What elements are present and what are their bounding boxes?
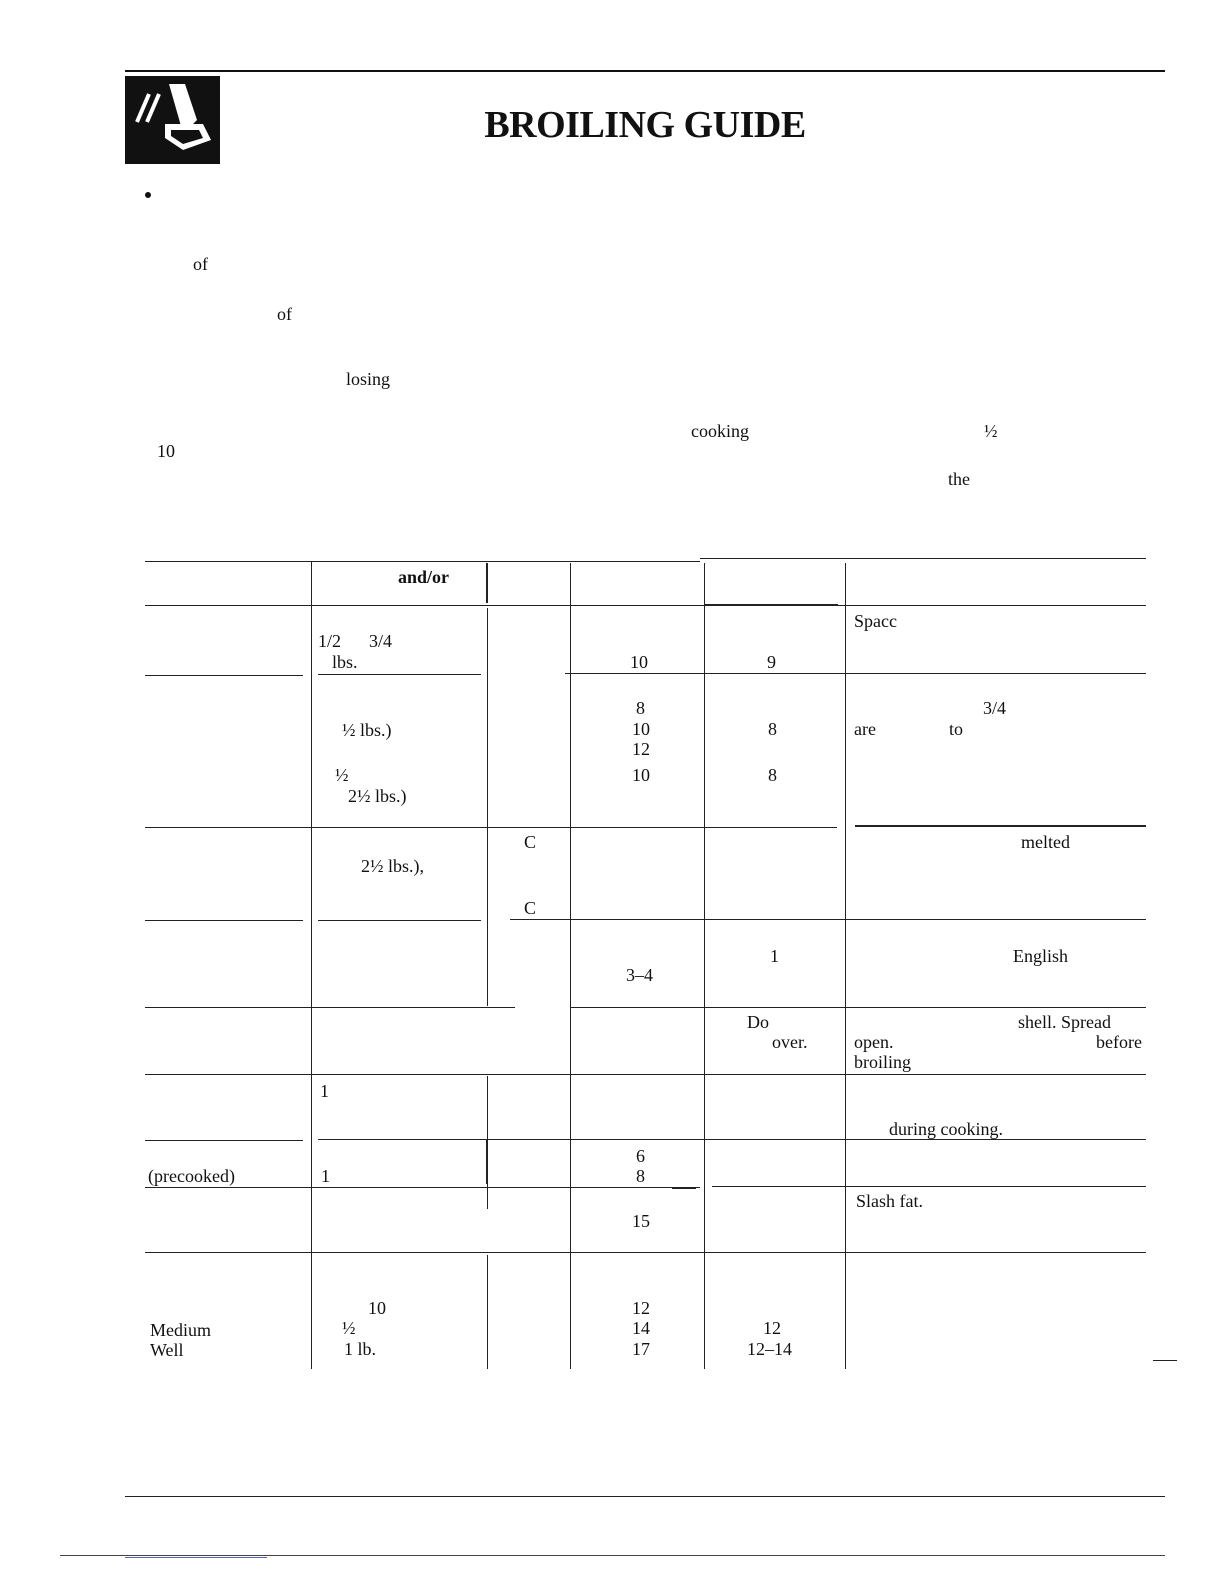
steak-time1-d: 10 (632, 765, 650, 785)
bottom-rule (125, 1496, 1165, 1497)
steak-comments-c: to (949, 719, 964, 739)
row-rule-bacon-b (318, 674, 481, 675)
chicken-rack-a: C (524, 832, 537, 852)
footer-accent-rule (125, 1557, 267, 1558)
column-divider-5 (845, 563, 846, 1369)
lobster-comments-a: shell. Spread (1018, 1012, 1111, 1032)
lamb-qty-b: ½ (342, 1318, 356, 1338)
intro-word-losing: losing (346, 369, 391, 389)
lobster-comments-b: open. (854, 1032, 894, 1052)
bullet-marker (145, 192, 151, 198)
steak-comments-b: are (854, 719, 876, 739)
row-rule-ham-a (145, 1187, 700, 1188)
column-divider-2-bottom (487, 1255, 488, 1369)
page-title: BROILING GUIDE (484, 104, 806, 146)
lamb-qty-a: 10 (368, 1298, 386, 1318)
table-header-rule-accent (705, 604, 838, 606)
lamb-doneness-b: Well (150, 1340, 184, 1360)
steak-time1-a: 8 (636, 698, 645, 718)
column-divider-4 (704, 563, 705, 1369)
chicken-qty: 2½ lbs.), (361, 856, 424, 876)
steak-time1-c: 12 (632, 739, 650, 759)
lobster-comments-c: before (1096, 1032, 1142, 1052)
intro-number-ten: 10 (157, 441, 175, 461)
lamb-time1-b: 14 (632, 1318, 650, 1338)
row-rule-chops (145, 1252, 1146, 1253)
column-divider-1 (311, 561, 312, 1369)
steak-qty-1: ½ lbs.) (342, 720, 392, 740)
intro-word-of-2: of (277, 304, 292, 324)
table-top-rule-left (145, 561, 700, 562)
row-rule-ham-b (712, 1186, 1146, 1187)
row-rule-muffins-a (145, 1007, 515, 1008)
lamb-time2-b: 12–14 (747, 1339, 792, 1359)
row-rule-lobster (145, 1074, 1146, 1075)
muffins-time-second: 1 (770, 946, 779, 966)
row-rule-fish-a (145, 1140, 303, 1141)
lamb-time1-c: 17 (632, 1339, 650, 1359)
steak-comments-a: 3/4 (983, 698, 1007, 718)
bacon-qty-c: lbs. (332, 652, 358, 672)
lamb-qty-c: 1 lb. (344, 1339, 377, 1359)
ham-time-b: 8 (636, 1166, 645, 1186)
lamb-time2-a: 12 (763, 1318, 781, 1338)
row-rule-chicken-b (318, 920, 481, 921)
chops-comments: Slash fat. (856, 1191, 923, 1211)
steak-qty-3: 2½ lbs.) (348, 786, 407, 806)
bacon-qty-a: 1/2 (318, 631, 342, 651)
muffins-time-first: 3–4 (626, 965, 653, 985)
intro-word-cooking: cooking (691, 421, 749, 441)
row-rule-muffins-b (570, 1007, 1146, 1008)
row-rule-bacon-a (145, 675, 303, 676)
fish-comments: during cooking. (889, 1119, 1003, 1139)
ham-label: (precooked) (148, 1166, 235, 1186)
table-header-rule (145, 605, 1146, 606)
intro-fraction-half: ½ (984, 421, 998, 441)
steak-qty-2: ½ (335, 765, 349, 785)
lamb-time1-a: 12 (632, 1298, 650, 1318)
bacon-time-second: 9 (767, 652, 776, 672)
row-rule-fish-b (318, 1139, 1146, 1140)
ham-qty: 1 (321, 1166, 330, 1186)
top-rule (125, 70, 1165, 72)
bacon-time-first: 10 (630, 652, 648, 672)
footer-rule (60, 1555, 1165, 1556)
chicken-comments: melted (1021, 832, 1070, 852)
steak-time2-a: 8 (768, 719, 777, 739)
row-rule-ham-accent (672, 1187, 696, 1189)
column-divider-2-ham (486, 1140, 488, 1184)
lobster-second-b: over. (772, 1032, 808, 1052)
ham-time-a: 6 (636, 1146, 645, 1166)
lobster-second-a: Do (747, 1012, 769, 1032)
margin-mark (1153, 1360, 1177, 1361)
column-divider-2-upper (487, 608, 488, 1006)
intro-word-the: the (948, 469, 970, 489)
intro-word-of: of (193, 254, 208, 274)
chops-time: 15 (632, 1211, 650, 1231)
lobster-comments-d: broiling (854, 1052, 911, 1072)
lamb-doneness-a: Medium (150, 1320, 211, 1340)
table-top-rule-right (700, 558, 1146, 559)
chicken-rack-b: C (524, 898, 537, 918)
bacon-qty-b: 3/4 (369, 631, 393, 651)
row-rule-chicken-a (145, 920, 303, 921)
row-rule-steak-b (855, 825, 1146, 827)
header-and-or: and/or (398, 567, 450, 587)
column-divider-2-header (486, 563, 488, 603)
steak-time1-b: 10 (632, 719, 650, 739)
row-rule-bacon-c (565, 673, 1146, 674)
row-rule-steak-a (145, 827, 837, 828)
column-divider-3 (570, 563, 571, 1369)
bacon-comments: Spacc (854, 611, 897, 631)
row-rule-chicken-c (510, 919, 1146, 920)
muffins-comments: English (1013, 946, 1069, 966)
steak-time2-b: 8 (768, 765, 777, 785)
fish-qty: 1 (320, 1081, 329, 1101)
